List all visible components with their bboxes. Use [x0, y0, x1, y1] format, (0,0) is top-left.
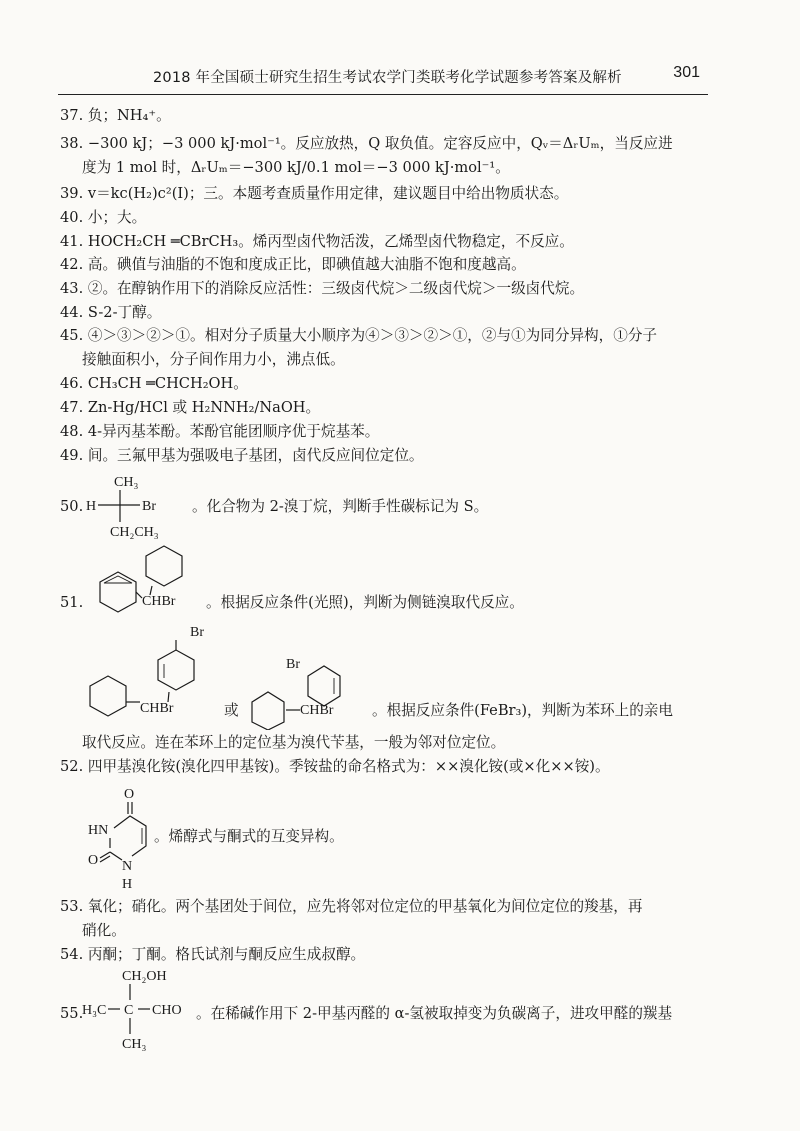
answer-51: 。根据反应条件(光照)，判断为侧链溴取代反应。 [206, 594, 524, 611]
answer-52: 52. 四甲基溴化铵(溴化四甲基铵)。季铵盐的命名格式为：××溴化铵(或×化××铵)。 [60, 758, 610, 775]
answer-38: 38. −300 kJ；−3 000 kJ·mol⁻¹。反应放热，Q 取负值。定容反应中，Qᵥ＝ΔᵣUₘ，当反应进 [60, 135, 673, 152]
structure-diphenylbromomethane [84, 538, 204, 618]
mol55-c: C [124, 1003, 134, 1018]
answer-46: 46. CH₃CH ═CHCH₂OH。 [60, 375, 248, 392]
mol51b-br1: Br [190, 625, 204, 640]
answer-51-number: 51. [60, 594, 84, 611]
answer-43: 43. ②。在醇钠作用下的消除反应活性：三级卤代烷＞二级卤代烷＞一级卤代烷。 [60, 280, 585, 297]
answer-44: 44. S-2-丁醇。 [60, 304, 162, 321]
answer-42: 42. 高。碘值与油脂的不饱和度成正比，即碘值越大油脂不饱和度越高。 [60, 256, 526, 273]
mol55-bottom: CH₃ [122, 1037, 147, 1052]
page-number: 301 [673, 64, 700, 81]
running-title: 2018 年全国硕士研究生招生考试农学门类联考化学试题参考答案及解析 [153, 70, 622, 86]
answer-37: 37. 负；NH₄⁺。 [60, 107, 171, 124]
answer-54: 54. 丙酮；丁酮。格氏试剂与酮反应生成叔醇。 [60, 946, 366, 963]
structure-hydroxymethyl-aldehyde [82, 964, 198, 1052]
mol50-br: Br [142, 499, 156, 514]
structure-para-bromo [84, 622, 204, 730]
answer-48: 48. 4-异丙基苯酚。苯酚官能团顺序优于烷基苯。 [60, 423, 380, 440]
mol52-hn: HN [88, 823, 109, 838]
mol52-o: O [124, 787, 135, 802]
answer-45: 45. ④＞③＞②＞①。相对分子质量大小顺序为④＞③＞②＞①，②与①为同分异构，①分子 [60, 327, 658, 344]
mol51-label: CHBr [142, 594, 176, 609]
mol51b-label2: CHBr [300, 703, 334, 718]
answer-49: 49. 间。三氟甲基为强吸电子基团，卤代反应间位定位。 [60, 447, 424, 464]
structure-ortho-bromo [250, 648, 370, 730]
answer-50-number: 50. [60, 498, 84, 515]
mol52-n: N [122, 859, 133, 874]
mol50-h: H [86, 499, 97, 514]
answer-50: 。化合物为 2-溴丁烷，判断手性碳标记为 S。 [192, 498, 489, 515]
page-header [58, 62, 708, 95]
mol55-right: CHO [152, 1003, 182, 1018]
mol50-bottom: CH₂CH₃ [110, 525, 159, 540]
answer-51-cont: 取代反应。连在苯环上的定位基为溴代苄基，一般为邻对位定位。 [82, 734, 506, 751]
mol55-top: CH₂OH [122, 969, 167, 984]
or-word: 或 [224, 702, 239, 719]
answer-53: 53. 氧化；硝化。两个基团处于间位，应先将邻对位定位的甲基氧化为间位定位的羧基，再 [60, 898, 643, 915]
answer-40: 40. 小；大。 [60, 209, 147, 226]
mol50-top: CH₃ [114, 475, 139, 490]
answer-47: 47. Zn-Hg/HCl 或 H₂NNH₂/NaOH。 [60, 399, 321, 416]
answer-52-tautomer: 。烯醇式与酮式的互变异构。 [154, 828, 344, 845]
answer-53-cont: 硝化。 [82, 922, 126, 939]
mol51b-label1: CHBr [140, 701, 174, 716]
mol55-left: H₃C [82, 1003, 107, 1018]
answer-51-fe: 。根据反应条件(FeBr₃)，判断为苯环上的亲电 [372, 702, 673, 719]
answer-55: 。在稀碱作用下 2-甲基丙醛的 α-氢被取掉变为负碳离子，进攻甲醛的羰基 [196, 1005, 673, 1022]
answer-38-cont: 度为 1 mol 时，ΔᵣUₘ＝−300 kJ/0.1 mol＝−3 000 kJ·mol⁻¹。 [82, 159, 510, 176]
answer-55-number: 55. [60, 1005, 84, 1022]
mol51b-br2: Br [286, 657, 300, 672]
answer-39: 39. v＝kc(H₂)c²(I)；三。本题考查质量作用定律，建议题目中给出物质状态。 [60, 185, 569, 202]
mol52-h: H [122, 877, 133, 892]
answer-45-cont: 接触面积小，分子间作用力小，沸点低。 [82, 351, 345, 368]
mol52-o2: O [88, 853, 99, 868]
answer-41: 41. HOCH₂CH ═CBrCH₃。烯丙型卤代物活泼，乙烯型卤代物稳定，不反应。 [60, 233, 574, 250]
structure-2-bromobutane [82, 470, 192, 540]
